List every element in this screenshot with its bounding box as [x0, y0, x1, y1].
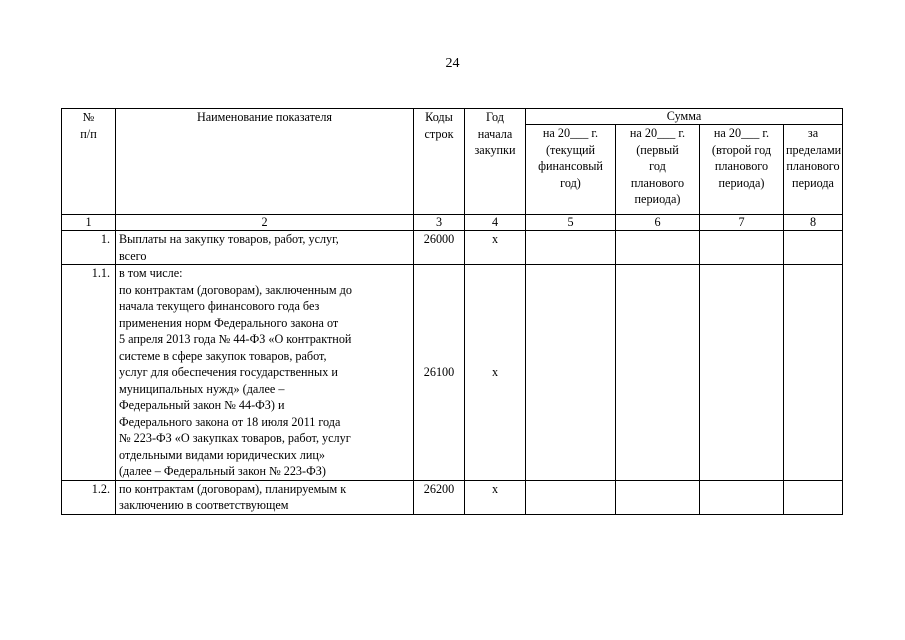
header-current-year: на 20___ г. (текущий финансовый год)	[526, 125, 616, 215]
row-sum-current	[526, 480, 616, 514]
header-sum: Сумма	[526, 109, 843, 125]
header-code: Коды строк	[414, 109, 465, 215]
table-row	[62, 480, 843, 514]
colnum-3: 3	[414, 215, 465, 231]
row-sum-beyond	[784, 265, 843, 481]
row-sum-first	[616, 231, 700, 265]
header-name: Наименование показателя	[116, 109, 414, 215]
row-sum-current	[526, 231, 616, 265]
row-sum-first	[616, 265, 700, 481]
colnum-5: 5	[526, 215, 616, 231]
table-row	[62, 265, 843, 481]
header-num: № п/п	[62, 109, 116, 215]
colnum-7: 7	[700, 215, 784, 231]
colnum-4: 4	[465, 215, 526, 231]
row-code: 26100	[414, 265, 465, 481]
colnum-1: 1	[62, 215, 116, 231]
row-sum-beyond	[784, 480, 843, 514]
payments-table	[61, 108, 843, 515]
row-code: 26000	[414, 231, 465, 265]
column-numbers-row	[62, 215, 843, 231]
header-second-plan-year: на 20___ г. (второй год планового периода)	[700, 125, 784, 215]
row-num: 1.1.	[62, 265, 116, 481]
row-year: х	[465, 265, 526, 481]
row-sum-first	[616, 480, 700, 514]
row-year: х	[465, 480, 526, 514]
row-sum-second	[700, 231, 784, 265]
header-row-1	[62, 109, 843, 125]
row-name: по контрактам (договорам), планируемым к заключению в соответствующем	[116, 480, 414, 514]
row-sum-second	[700, 265, 784, 481]
row-sum-second	[700, 480, 784, 514]
colnum-6: 6	[616, 215, 700, 231]
row-year: х	[465, 231, 526, 265]
row-num: 1.2.	[62, 480, 116, 514]
row-sum-current	[526, 265, 616, 481]
table-row	[62, 231, 843, 265]
row-name: Выплаты на закупку товаров, работ, услуг, всего	[116, 231, 414, 265]
header-beyond-plan: за пределами планового периода	[784, 125, 843, 215]
page-number: 24	[445, 56, 460, 71]
row-num: 1.	[62, 231, 116, 265]
header-year: Год начала закупки	[465, 109, 526, 215]
header-first-plan-year: на 20___ г. (первый год планового периода)	[616, 125, 700, 215]
row-name: в том числе: по контрактам (договорам), заключенным до начала текущего финансового года без применения норм Федерального закона от 5 апреля 2013 года № 44-ФЗ «О контрактной системе в сфере закупок товаров, работ, услуг для обеспечения государственных и муниципальных нужд» (далее – Федеральный закон № 44-ФЗ) и Федерального закона от 18 июля 2011 года № 223-ФЗ «О закупках товаров, работ, услуг отдельными видами юридических лиц» (далее – Федеральный закон № 223-ФЗ)	[116, 265, 414, 481]
colnum-8: 8	[784, 215, 843, 231]
colnum-2: 2	[116, 215, 414, 231]
row-code: 26200	[414, 480, 465, 514]
row-sum-beyond	[784, 231, 843, 265]
